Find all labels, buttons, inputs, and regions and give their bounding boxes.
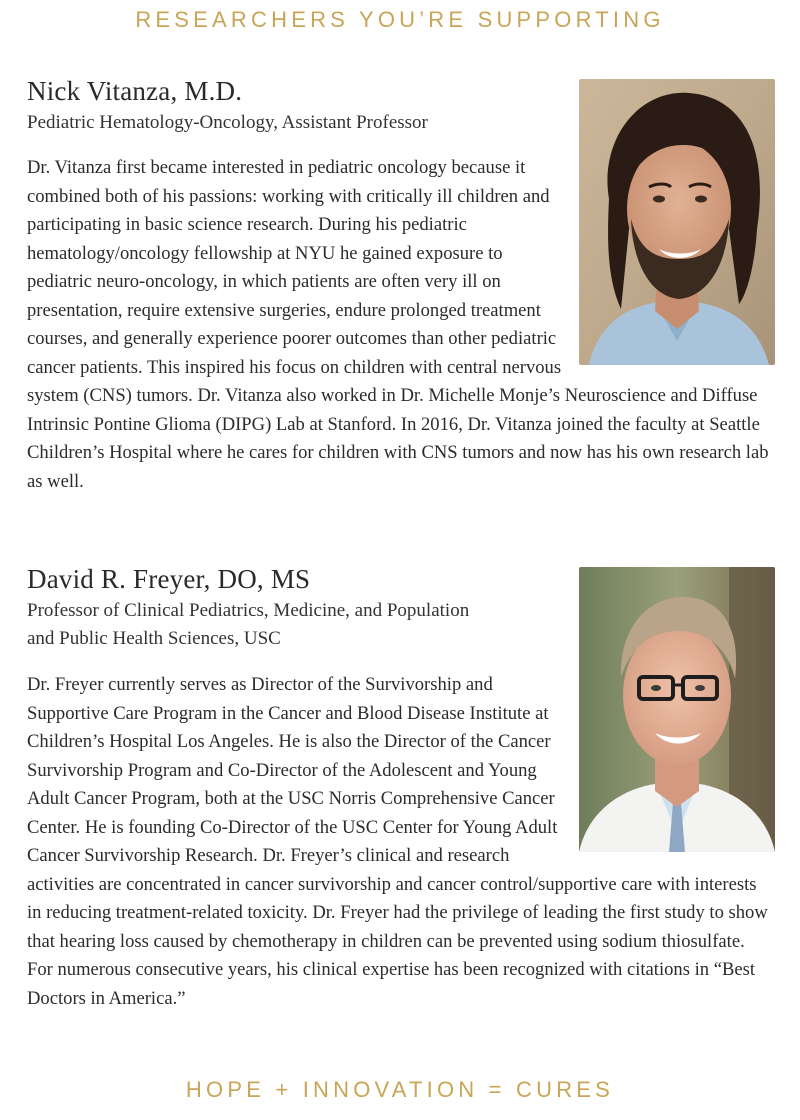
researcher-bio: Dr. Vitanza first became interested in pediatric oncology because it combined both of his passions: working with critically ill children and participating in basic science research. During his pediatric hematology/oncology fellowship at NYU he gained exposure to pediatric neuro-oncology, in which patients are often very ill on presentation, require extensive surgeries, endure prolonged treatment courses, and generally experience poorer outcomes than other pediatric cancer patients. This inspired his focus on children with central nervous system (CNS) tumors. Dr. Vitanza also worked in Dr. Michelle Monje’s Neuroscience and Diffuse Intrinsic Pontine Glioma (DIPG) Lab at Stanford. In 2016, Dr. Vitanza joined the faculty at Seattle Children’s Hospital where he cares for children with CNS tumors and now has his own research lab as well. [27,157,769,492]
portrait-photo-vitanza [579,79,775,365]
researcher-title: Pediatric Hematology-Oncology, Assistant Professor [27,112,428,133]
researcher-profile-vitanza [27,73,775,496]
researcher-profile-freyer [27,561,775,1013]
footer-tagline: HOPE + INNOVATION = CURES [185,1077,615,1102]
researcher-name: David R. Freyer, DO, MS [27,564,311,594]
researcher-name: Nick Vitanza, M.D. [27,76,243,106]
section-title: RESEARCHERS YOU’RE SUPPORTING [135,7,665,32]
portrait-photo-freyer [579,567,775,852]
researcher-title-line-1: Professor of Clinical Pediatrics, Medicine, and Population [27,600,470,621]
researcher-bio: Dr. Freyer currently serves as Director of the Survivorship and Supportive Care Program in the Cancer and Blood Disease Institute at Children’s Hospital Los Angeles. He is also the Director of the Cancer Survivorship Program and Co-Director of the Adolescent and Young Adult Cancer Program, both at the USC Norris Comprehensive Cancer Center. He is founding Co-Director of the USC Center for Young Adult Cancer Survivorship Research. Dr. Freyer’s clinical and research activities are concentrated in cancer survivorship and cancer control/supportive care with interests in reducing treatment-related toxicity. Dr. Freyer had the privilege of leading the first study to show that hearing loss caused by chemotherapy in children can be prevented using sodium thiosulfate. For numerous consecutive years, his clinical expertise has been recognized with citations in “Best Doctors in America.” [27,674,768,1009]
researcher-title-line-2: and Public Health Sciences, USC [27,628,281,649]
